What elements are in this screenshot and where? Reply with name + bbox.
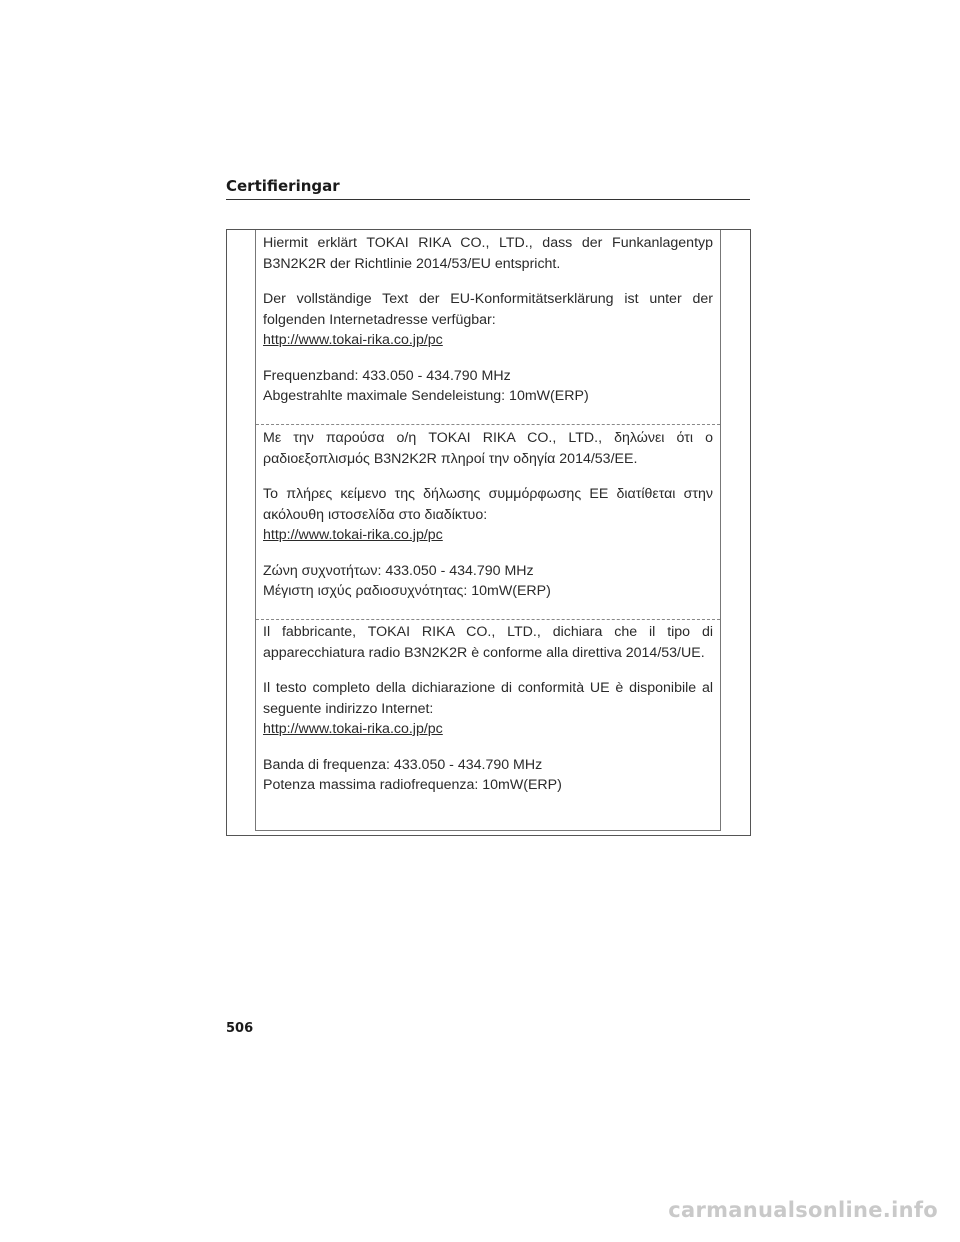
declaration-text: Il fabbricante, TOKAI RIKA CO., LTD., dichiara che il tipo di apparecchiatura radio B3N2K2R è conforme alla direttiva 2014/53/UE.	[263, 624, 713, 661]
fulltext-text: Der vollständige Text der EU-Konformitätserklärung ist unter der folgenden Internetadresse verfügbar:	[263, 291, 713, 328]
specs-paragraph	[263, 561, 713, 602]
section-divider	[256, 424, 720, 425]
declaration-text: Hiermit erklärt TOKAI RIKA CO., LTD., dass der Funkanlagentyp B3N2K2R der Richtlinie 2014/53/EU entspricht.	[263, 235, 713, 272]
fulltext-paragraph	[263, 484, 713, 546]
max-power: Abgestrahlte maximale Sendeleistung: 10mW(ERP)	[263, 388, 589, 404]
declaration-block-italian	[263, 622, 713, 796]
fulltext-paragraph	[263, 289, 713, 351]
certification-frame	[226, 229, 751, 836]
max-power: Potenza massima radiofrequenza: 10mW(ERP)	[263, 777, 562, 793]
fulltext-text: Το πλήρες κείμενο της δήλωσης συμμόρφωσης ΕΕ διατίθεται στην ακόλουθη ιστοσελίδα στο διαδίκτυο:	[263, 486, 713, 523]
declaration-link[interactable]: http://www.tokai-rika.co.jp/pc	[263, 721, 443, 737]
frequency-band: Frequenzband: 433.050 - 434.790 MHz	[263, 367, 511, 384]
declaration-block-german	[263, 233, 713, 407]
page-number: 506	[226, 1021, 254, 1036]
max-power: Μέγιστη ισχύς ραδιοσυχνότητας: 10mW(ERP)	[263, 583, 551, 599]
fulltext-paragraph	[263, 678, 713, 740]
watermark: carmanualsonline.info	[668, 1198, 938, 1222]
declaration-link[interactable]: http://www.tokai-rika.co.jp/pc	[263, 527, 443, 543]
declaration-box	[255, 230, 721, 831]
section-divider	[256, 619, 720, 620]
declaration-text: Με την παρούσα ο/η TOKAI RIKA CO., LTD., δηλώνει ότι ο ραδιοεξοπλισμός B3N2K2R πληροί την οδηγία 2014/53/ΕΕ.	[263, 430, 713, 467]
section-title: Certifieringar	[226, 177, 750, 200]
specs-paragraph	[263, 366, 713, 407]
declaration-link[interactable]: http://www.tokai-rika.co.jp/pc	[263, 332, 443, 348]
frequency-band: Banda di frequenza: 433.050 - 434.790 MHz	[263, 756, 543, 773]
fulltext-text: Il testo completo della dichiarazione di conformità UE è disponibile al seguente indirizzo Internet:	[263, 680, 713, 717]
specs-paragraph	[263, 755, 713, 796]
frequency-band: Ζώνη συχνοτήτων: 433.050 - 434.790 MHz	[263, 562, 534, 579]
declaration-block-greek	[263, 428, 713, 602]
